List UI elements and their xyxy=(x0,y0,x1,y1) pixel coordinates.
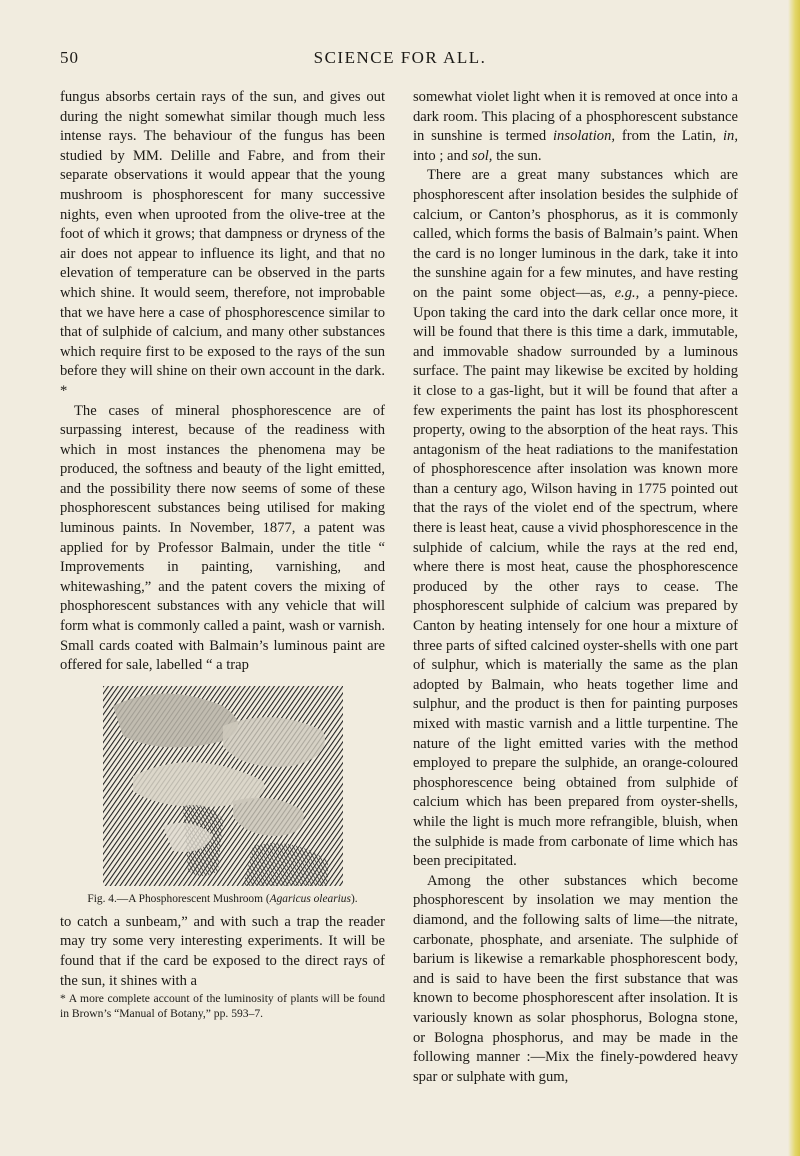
footnote: * A more complete account of the luminosity of plants will be found in Brown’s “Manual of Botany,” pp. 593–7. xyxy=(60,992,385,1021)
right-column xyxy=(413,88,738,1087)
paragraph: There are a great many substances which are phosphorescent after insolation besides the sulphide of calcium, or Canton’s phosphorus, as it is commonly called, which forms the basis of Balmain’s paint. When the card is no longer luminous in the dark, take it into the sunshine again for a few minutes, and have resting on the paint some object—as, e.g., a penny-piece. Upon taking the card into the dark cellar once more, it will be found that there is this time a dark, immutable, and immovable shadow surrounded by a luminous surface. The paint may likewise be excited by holding it close to a gas-light, but it will be found that after a few experiments the paint has lost its phosphorescent property, owing to the absorption of the heat rays. This antagonism of the heat radiations to the manifestation of phosphorescence after insolation was known more than a century ago, Wilson having in 1775 pointed out that the rays of the violet end of the spectrum, where there is least heat, cause a vivid phosphorescence in the sulphide of calcium, while the rays at the red end, where there is most heat, cause the phosphorescence produced by the other rays to cease. The phosphorescent sulphide of calcium was prepared by Canton by heating intensely for one hour a mixture of three parts of sifted calcined oyster-shells with one part of sulphur, which is materially the same as the plan adopted by Balmain, who heats together lime and sulphur, and the product is then for painting purposes mixed with mastic varnish and a little turpentine. The nature of the light emitted varies with the method employed to prepare the sulphide, an orange-coloured phosphorescence being obtained from sulphide of calcium which has been prepared from oyster-shells, while the light is much more refrangible, bluish, when the sulphide is made from carbonate of lime which has been precipitated. xyxy=(413,167,738,870)
page-header xyxy=(60,48,740,70)
figure-caption: Fig. 4.—A Phosphorescent Mushroom (Agaricus olearius). xyxy=(87,892,358,905)
page-edge xyxy=(788,0,800,1156)
running-title: SCIENCE FOR ALL. xyxy=(313,48,487,67)
paragraph: somewhat violet light when it is removed at once into a dark room. This placing of a phosphorescent substance in sunshine is termed insolation, from the Latin, in, into ; and sol, the sun. xyxy=(413,89,738,164)
page-number: 50 xyxy=(60,48,79,67)
paragraph: Among the other substances which become phosphorescent by insolation we may mention the diamond, and the following salts of lime—the nitrate, carbonate, phosphate, and arseniate. The sulphide of barium is likewise a remarkable phosphorescent body, and is said to have been the first substance that was known to become phosphorescent after insolation. It is variously known as solar phosphorus, Bologna stone, or Bologna phosphorus, and may be made in the following manner :—Mix the finely-powdered heavy spar or sulphate with gum, xyxy=(413,872,738,1085)
left-column xyxy=(60,88,385,1021)
paragraph: fungus absorbs certain rays of the sun, and gives out during the night somewhat similar though much less intense rays. The behaviour of the fungus has been studied by MM. Delille and Fabre, and from their separate observations it would appear that the young mushroom is phosphorescent for many successive nights, even when uprooted from the olive-tree at the foot of which it grows; that dampness or dryness of the air does not appear to influence its light, and that no elevation of temperature can be observed in the parts which shine. It would seem, therefore, not improbable that we have here a case of phosphorescence similar to that of sulphide of calcium, and many other substances which require first to be exposed to the rays of the sun before they will shine on their own account in the dark. * xyxy=(60,89,385,399)
mushroom-engraving xyxy=(103,686,343,886)
paragraph: to catch a sunbeam,” and with such a trap the reader may try some very interesting experiments. It will be found that if the card be exposed to the direct rays of the sun, it shines with a xyxy=(60,913,385,989)
paragraph: The cases of mineral phosphorescence are of surpassing interest, because of the readiness with which in most instances the phenomena may be produced, the softness and beauty of the light emitted, and the possibility there now seems of some of these phosphorescent substances being utilised for making luminous paints. In November, 1877, a patent was applied for by Professor Balmain, under the title “ Improvements in painting, varnishing, and whitewashing,” and the patent covers the mixing of phosphorescent substances with any vehicle that will form what is commonly called a paint, wash or varnish. Small cards coated with Balmain’s luminous paint are offered for sale, labelled “ a trap xyxy=(60,402,385,674)
figure-mushroom xyxy=(60,686,385,907)
